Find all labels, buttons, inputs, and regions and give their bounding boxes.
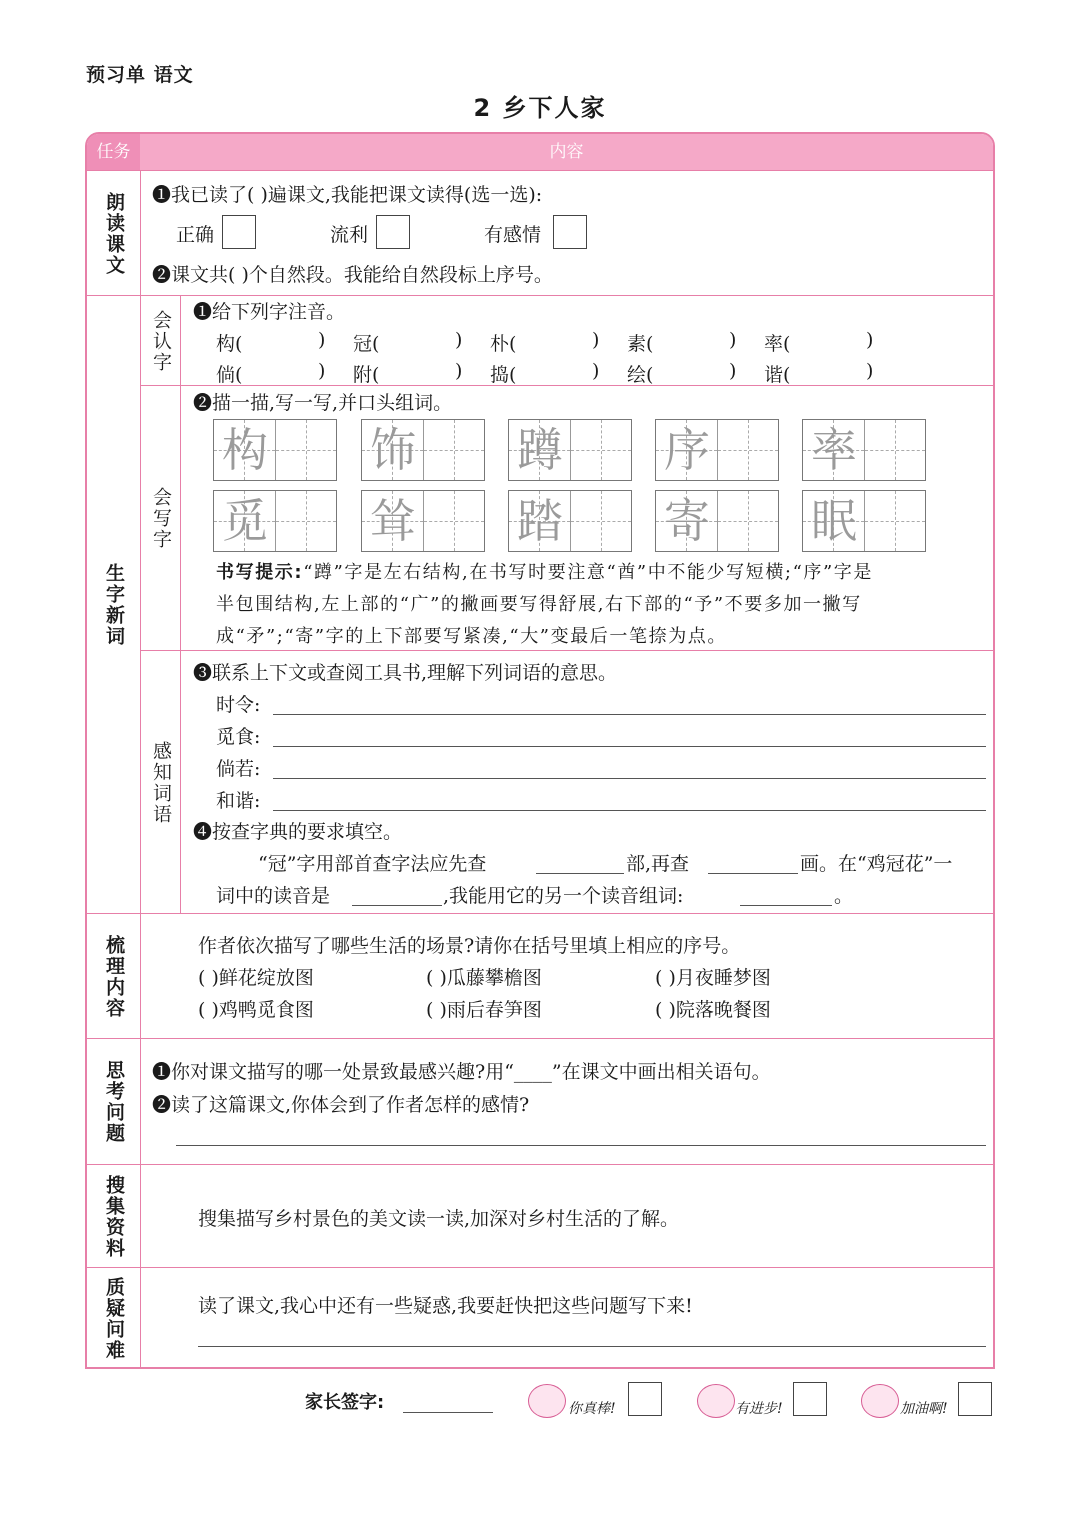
term-label: 时令:	[216, 694, 261, 716]
row-divider	[86, 913, 994, 914]
writing-grid[interactable]	[361, 490, 485, 552]
words-question-3: ❸联系上下文或查阅工具书,理解下列词语的意思。	[193, 662, 618, 684]
trace-character: 构	[222, 423, 268, 477]
task-collect: 搜集资料	[103, 1174, 125, 1259]
option-checkbox[interactable]	[376, 215, 410, 249]
sub-words: 感知词语	[150, 740, 172, 825]
writing-grid[interactable]	[508, 419, 632, 481]
sub-write: 会写字	[150, 487, 172, 550]
row-divider	[86, 1164, 994, 1165]
pinyin-close: )	[592, 329, 600, 351]
writing-grid[interactable]	[361, 419, 485, 481]
trace-character: 率	[811, 423, 857, 477]
row-divider	[140, 385, 994, 386]
task-reading: 朗读课文	[103, 191, 125, 276]
trace-character: 寄	[664, 494, 710, 548]
scene-item: ( )院落晚餐图	[655, 999, 771, 1021]
scene-item: ( )月夜睡梦图	[655, 967, 771, 989]
row-divider	[86, 1038, 994, 1039]
pinyin-item: 冠(	[353, 333, 380, 355]
sub-column-divider	[180, 296, 181, 913]
sort-question: 作者依次描写了哪些生活的场景?请你在括号里填上相应的序号。	[198, 935, 741, 957]
sun-face-icon	[697, 1384, 735, 1418]
signature-line[interactable]	[403, 1412, 493, 1413]
pinyin-close: )	[455, 360, 463, 382]
pinyin-close: )	[866, 329, 874, 351]
task-characters: 生字新词	[103, 563, 125, 647]
term-label: 倘若:	[216, 758, 261, 780]
dict-text: 画。在“鸡冠花”一	[800, 853, 953, 875]
option-checkbox[interactable]	[553, 215, 587, 249]
writing-grid[interactable]	[655, 419, 779, 481]
row-divider	[86, 295, 994, 296]
pinyin-item: 绘(	[627, 364, 654, 386]
parent-signature-label: 家长签字:	[305, 1392, 385, 1413]
pinyin-item: 捣(	[490, 364, 517, 386]
pinyin-close: )	[866, 360, 874, 382]
badge-label: 你真棒!	[568, 1401, 616, 1417]
scene-item: ( )鸡鸭觅食图	[198, 999, 314, 1021]
row-divider	[86, 170, 994, 171]
writing-grid[interactable]	[802, 490, 926, 552]
option-label: 有感情	[484, 224, 542, 246]
answer-line[interactable]	[273, 746, 986, 747]
term-label: 和谐:	[216, 790, 261, 812]
answer-line[interactable]	[176, 1145, 986, 1146]
trace-character: 踏	[517, 494, 563, 548]
writing-grid[interactable]	[655, 490, 779, 552]
writing-tip	[216, 557, 986, 653]
column-divider	[140, 170, 141, 1368]
tip-title: 书写提示:	[216, 562, 304, 583]
think-q2: ❷读了这篇课文,你体会到了作者怎样的感情?	[152, 1094, 530, 1116]
task-sort: 梳理内容	[103, 934, 125, 1019]
answer-line[interactable]	[273, 714, 986, 715]
smiley-icon	[528, 1384, 566, 1418]
tip-line: “蹲”字是左右结构,在书写时要注意“酋”中不能少写短横;“序”字是	[303, 562, 873, 583]
badge-label: 加油啊!	[900, 1401, 948, 1417]
dict-text: ,我能用它的另一个读音组词:	[443, 885, 684, 907]
badge-checkbox[interactable]	[958, 1382, 992, 1416]
reading-q1: ❶我已读了( )遍课文,我能把课文读得(选一选):	[152, 184, 543, 206]
think-q1: ❶你对课文描写的哪一处景致最感兴趣?用“____”在课文中画出相关语句。	[152, 1061, 771, 1083]
answer-line[interactable]	[273, 810, 986, 811]
tip-line: 半包围结构,左上部的“广”的撇画要写得舒展,右下部的“予”不要多加一撇写	[216, 594, 862, 615]
badge-label: 有进步!	[735, 1401, 783, 1417]
scene-item: ( )瓜藤攀檐图	[426, 967, 542, 989]
dict-text: 。	[834, 885, 854, 907]
write-question: ❷描一描,写一写,并口头组词。	[193, 392, 453, 414]
pinyin-close: )	[455, 329, 463, 351]
writing-grid[interactable]	[802, 419, 926, 481]
answer-line[interactable]	[740, 905, 832, 906]
answer-line[interactable]	[198, 1346, 986, 1347]
pinyin-close: )	[318, 360, 326, 382]
answer-line[interactable]	[536, 873, 624, 874]
answer-line[interactable]	[273, 778, 986, 779]
trace-character: 觅	[222, 494, 268, 548]
pinyin-item: 构(	[216, 333, 243, 355]
cheer-face-icon	[861, 1384, 899, 1418]
question-text: 读了课文,我心中还有一些疑惑,我要赶快把这些问题写下来!	[198, 1295, 693, 1317]
scene-item: ( )鲜花绽放图	[198, 967, 314, 989]
trace-character: 序	[664, 423, 710, 477]
option-label: 正确	[176, 224, 215, 246]
term-label: 觅食:	[216, 726, 261, 748]
pinyin-item: 率(	[764, 333, 791, 355]
writing-grid[interactable]	[213, 490, 337, 552]
writing-grid[interactable]	[508, 490, 632, 552]
option-label: 流利	[330, 224, 369, 246]
collect-text: 搜集描写乡村景色的美文读一读,加深对乡村生活的了解。	[198, 1208, 680, 1230]
header-content: 内容	[549, 142, 584, 162]
page-header: 预习单 语文	[86, 64, 194, 86]
page-title: 2 乡下人家	[473, 94, 607, 122]
badge-checkbox[interactable]	[793, 1382, 827, 1416]
sub-recognize: 会认字	[150, 309, 172, 373]
words-question-4: ❹按查字典的要求填空。	[193, 821, 403, 843]
recognize-question: ❶给下列字注音。	[193, 301, 346, 323]
trace-character: 眠	[811, 494, 857, 548]
answer-line[interactable]	[708, 873, 798, 874]
reading-q2: ❷课文共( )个自然段。我能给自然段标上序号。	[152, 264, 553, 286]
badge-checkbox[interactable]	[628, 1382, 662, 1416]
pinyin-item: 倘(	[216, 364, 243, 386]
pinyin-close: )	[729, 360, 737, 382]
answer-line[interactable]	[352, 905, 442, 906]
tip-line: 成“矛”;“寄”字的上下部要写紧凑,“大”变最后一笔捺为点。	[216, 626, 727, 647]
row-divider	[86, 1267, 994, 1268]
pinyin-close: )	[592, 360, 600, 382]
pinyin-close: )	[318, 329, 326, 351]
pinyin-item: 朴(	[490, 333, 517, 355]
trace-character: 耸	[370, 494, 416, 548]
scene-item: ( )雨后春笋图	[426, 999, 542, 1021]
pinyin-item: 附(	[353, 364, 380, 386]
dict-text: 词中的读音是	[216, 885, 331, 907]
writing-grid[interactable]	[213, 419, 337, 481]
pinyin-close: )	[729, 329, 737, 351]
dict-text: 部,再查	[626, 853, 690, 875]
dict-text: “冠”字用部首查字法应先查	[258, 853, 487, 875]
pinyin-item: 谐(	[764, 364, 791, 386]
option-checkbox[interactable]	[222, 215, 256, 249]
trace-character: 饰	[370, 423, 416, 477]
task-think: 思考问题	[103, 1060, 125, 1144]
task-question: 质疑问难	[103, 1277, 125, 1361]
header-task: 任务	[87, 134, 140, 170]
trace-character: 蹲	[517, 423, 563, 477]
pinyin-item: 素(	[627, 333, 654, 355]
